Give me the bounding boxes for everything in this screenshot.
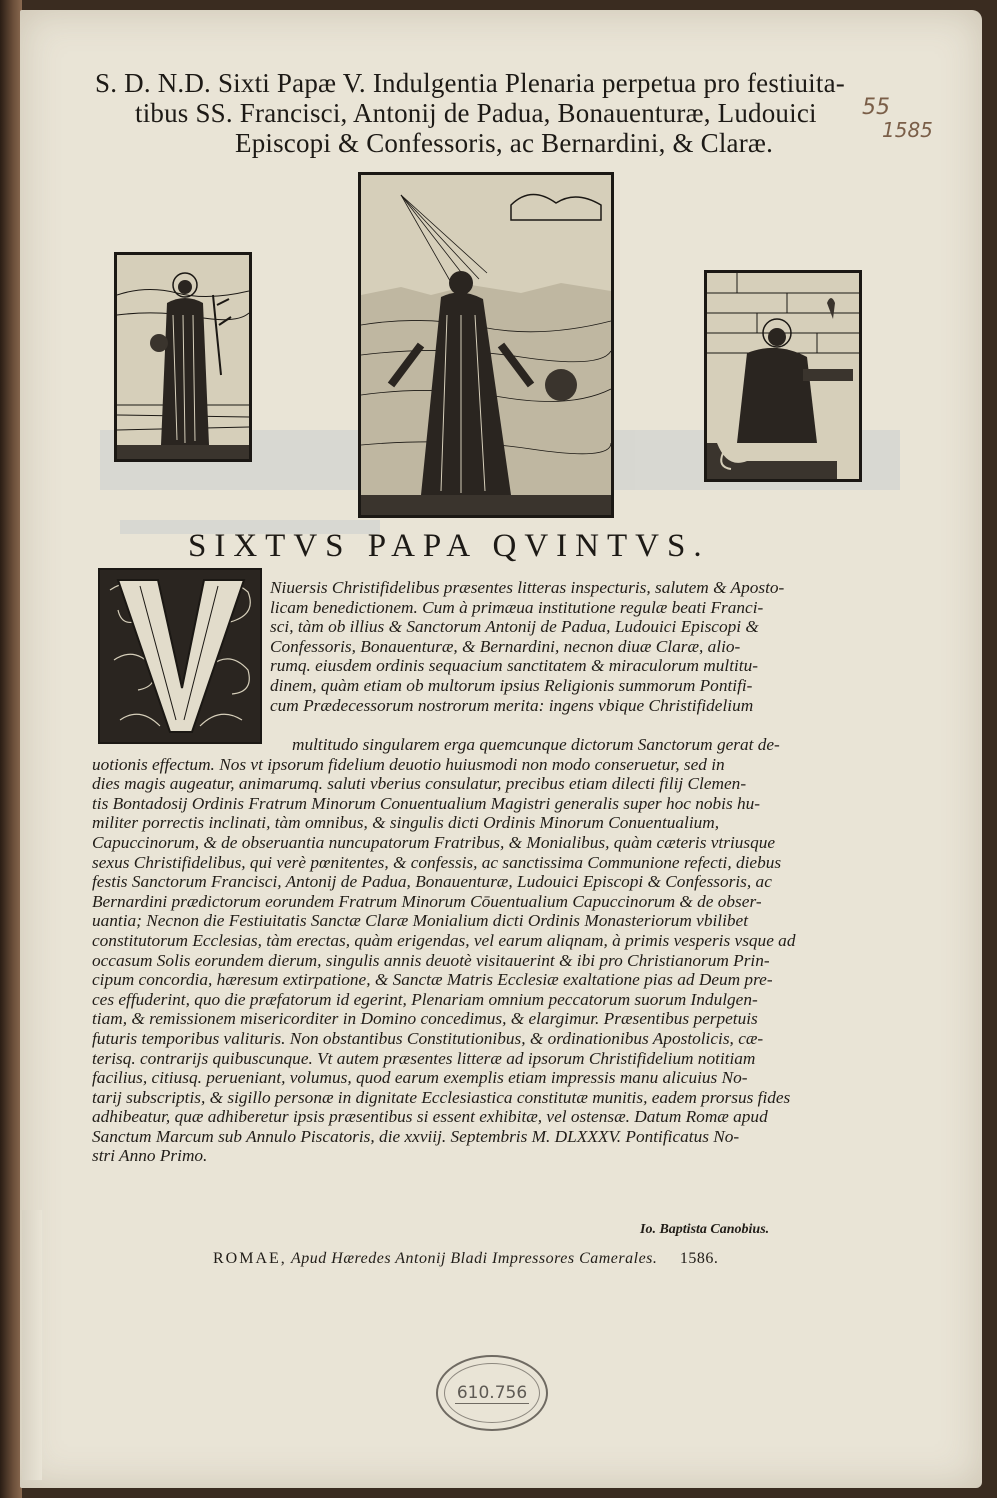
margin-note-line-2: 1585 (882, 118, 933, 142)
paper-edge (22, 1210, 42, 1480)
text-line: cipum concordia, hæresum extirpatione, & Sanctæ Matris Ecclesiæ exaltatione pias ad Deum pre- (92, 970, 773, 990)
woodcut-saint-francis (358, 172, 614, 518)
scan-left-edge (0, 0, 22, 1498)
library-stamp (436, 1355, 548, 1431)
text-line: licam benedictionem. Cum à primæua institutione regulæ beati Franci- (270, 597, 764, 617)
text-line: militer porrectis inclinati, tàm omnibus, & singulis dicti Ordinis Minorum Conuentualium, (92, 813, 720, 833)
text-line: Niuersis Christifidelibus præsentes litteras inspecturis, salutem & Aposto- (270, 578, 785, 597)
text-line: sexus Christifidelibus, qui verè pœnitentes, & confessis, ac sanctissima Communione refecti, diebus (92, 852, 782, 872)
document-heading (95, 68, 865, 158)
signature-line: Io. Baptista Canobius. (640, 1222, 770, 1237)
text-line: dies magis augeatur, animarumq. saluti vberius consulatur, precibus etiam dilecti filij Clemen- (92, 774, 747, 794)
heading-line-2: tibus SS. Francisci, Antonij de Padua, Bonauenturæ, Ludouici (135, 98, 817, 128)
text-line: dinem, quàm etiam ob multorum ipsius Religionis summorum Pontifi- (270, 675, 753, 695)
text-line: tiam, & remissionem misericorditer in Domino concedimus, & elargimur. Præsentibus perpetuis (92, 1009, 758, 1029)
handwritten-margin-note (862, 95, 933, 142)
text-line: festis Sanctorum Francisci, Antonij de Padua, Bonauenturæ, Ludouici Episcopi & Confessoris, ac (92, 872, 772, 892)
stamp-number: 610.756 (456, 1382, 528, 1403)
text-line: tis Bontadosij Ordinis Fratrum Minorum Conuentualium Magistri generalis super hoc nobis hu- (92, 793, 761, 813)
text-line: multitudo singularem erga quemcunque dictorum Sanctorum gerat de- (292, 735, 780, 754)
papal-title: SIXTVS PAPA QVINTVS. (188, 528, 710, 564)
text-line: futuris temporibus valituris. Non obstantibus Constitutionibus, & ordinationibus Apostolicis, cæ- (92, 1028, 764, 1048)
text-line: uotionis effectum. Nos vt ipsorum fidelium deuotio huiusmodi non modo conseruetur, sed in (92, 754, 725, 774)
text-line: tarij subscriptis, & sigillo personæ in dignitate Ecclesiastica constitutæ munitis, eadem prorsus fides (92, 1087, 791, 1107)
woodcut-saint-bonaventure (704, 270, 862, 482)
text-line: adhibeatur, quæ adhiberetur ipsis præsentibus si essent exhibitæ, vel ostensæ. Datum Romæ apud (92, 1107, 768, 1127)
decorated-initial-v (98, 568, 262, 744)
imprint-year: 1586. (679, 1250, 719, 1267)
text-line: constitutorum Ecclesias, tàm erectas, quàm erigendas, vel earum aliqnam, à primis vesperis vsque ad (92, 930, 796, 950)
text-line: stri Anno Primo. (92, 1146, 208, 1166)
text-line: Bernardini prædictorum eorundem Fratrum Minorum Cōuentualium Capuccinorum & de obser- (92, 891, 762, 911)
text-line: Sanctum Marcum sub Annulo Piscatoris, die xxviij. Septembris M. DLXXXV. Pontificatus No- (92, 1126, 740, 1146)
text-line: terisq. contrarijs quibuscunque. Vt autem præsentes litteræ ad ipsorum Christifidelium notitiam (92, 1048, 756, 1068)
text-line: cum Prædecessorum nostrorum merita: ingens vbique Christifidelium (270, 695, 754, 715)
text-line: Capuccinorum, & de obseruantia nuncupatorum Fratribus, & Monialibus, quàm cæteris vtriusque (92, 832, 776, 852)
text-line: rumq. eiusdem ordinis sequacium sanctitatem & miraculorum multitu- (270, 656, 759, 676)
imprint-printer: Apud Hæredes Antonij Bladi Impressores Camerales. (291, 1250, 658, 1267)
woodcut-saint-anthony (114, 252, 252, 462)
heading-line-1: S. D. N.D. Sixti Papæ V. Indulgentia Plenaria perpetua pro festiuita- (95, 68, 845, 98)
printer-imprint (213, 1250, 718, 1268)
proclamation-text (92, 735, 844, 1166)
imprint-city: ROMAE, (213, 1250, 287, 1267)
text-line: facilius, citiusq. perueniant, volumus, quod earum exemplis etiam impressis manu alicuius No- (92, 1068, 748, 1088)
heading-line-3: Episcopi & Confessoris, ac Bernardini, & Claræ. (235, 128, 774, 158)
margin-note-line-1: 55 (862, 95, 890, 120)
proclamation-text-indented (270, 578, 840, 715)
text-line: uantia; Necnon die Festiuitatis Sanctæ Claræ Monialium dicti Ordinis Monasteriorum vbilibet (92, 911, 749, 931)
text-line: Confessoris, Bonauenturæ, & Bernardini, necnon diuæ Claræ, alio- (270, 636, 741, 656)
text-line: occasum Solis eorundem dierum, singulis annis deuotè visitauerint & ibi pro Christianorum Prin- (92, 950, 770, 970)
text-line: ces effuderint, quo die præfatorum id egerint, Plenariam omnium peccatorum suorum Indulgen- (92, 989, 758, 1009)
text-line: sci, tàm ob illius & Sanctorum Antonij de Padua, Ludouici Episcopi & (270, 617, 759, 637)
